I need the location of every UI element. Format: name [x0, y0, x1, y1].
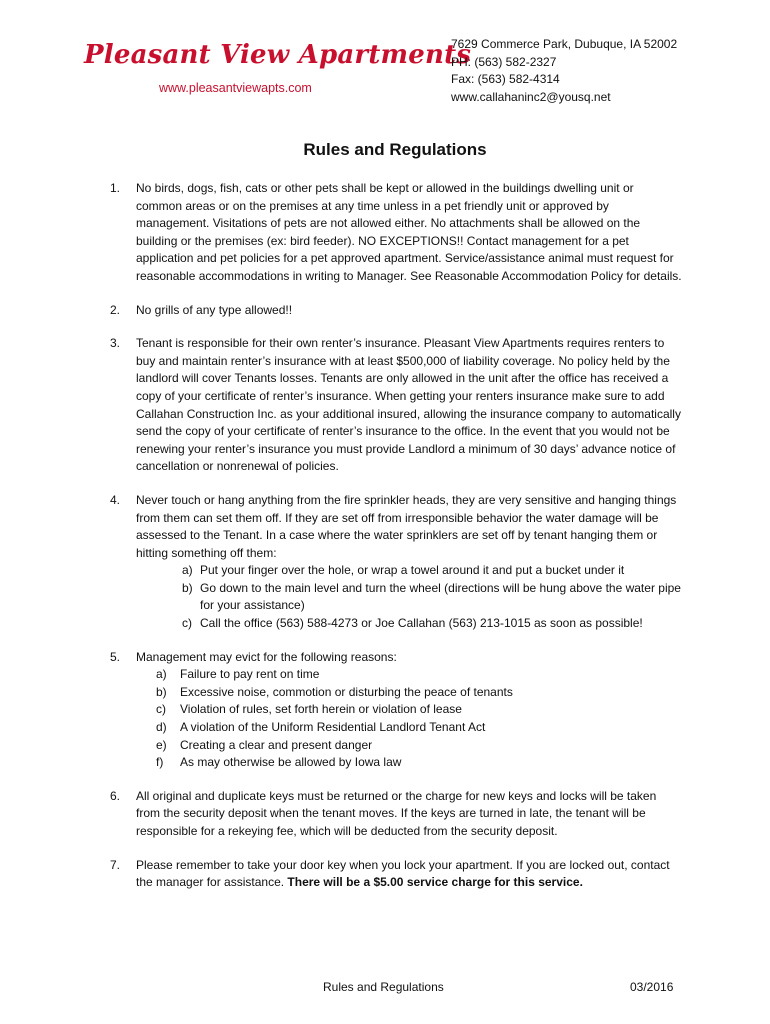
item-text: Violation of rules, set forth herein or violation of lease [180, 702, 462, 717]
footer-title: Rules and Regulations [323, 980, 444, 994]
rule-text: Never touch or hang anything from the fire sprinkler heads, they are very sensitive and hanging things from them can set them off. If they are set off from irresponsible behavior the water damage will be assessed to the Tenant. In a case where the water sprinklers are set off by tenant hanging them or hitting something off them: [136, 492, 677, 560]
rule-1 [110, 180, 682, 286]
list-item [156, 754, 682, 772]
item-label: f) [156, 755, 164, 770]
email[interactable]: www.callahaninc2@yousq.net [451, 89, 611, 104]
rule-number: 2. [110, 302, 121, 317]
item-text: A violation of the Uniform Residential Landlord Tenant Act [180, 720, 486, 735]
rule-2 [110, 302, 682, 320]
item-label: a) [156, 667, 167, 682]
website-link[interactable]: www.pleasantviewapts.com [159, 81, 312, 95]
item-label: c) [182, 616, 192, 631]
rule-number: 1. [110, 181, 121, 195]
rule-text: All original and duplicate keys must be returned or the charge for new keys and locks will be taken from the security deposit when the tenant moves. If the keys are turned in late, the tenant will be responsible for a rekeying fee, which will be deducted from the security deposit. [136, 788, 657, 838]
contact-block [451, 36, 677, 106]
sprinkler-steps [136, 562, 682, 632]
item-text: Call the office (563) 588-4273 or Joe Callahan (563) 213-1015 as soon as possible! [200, 616, 643, 631]
item-label: b) [156, 684, 167, 699]
item-text: As may otherwise be allowed by Iowa law [180, 755, 402, 770]
list-item [156, 719, 682, 737]
list-item [182, 562, 682, 580]
rule-7 [110, 857, 682, 892]
rule-number: 3. [110, 336, 121, 351]
rule-5 [110, 649, 682, 772]
item-label: e) [156, 737, 167, 752]
fax: Fax: (563) 582-4314 [451, 72, 560, 86]
phone: PH: (563) 582-2327 [451, 54, 557, 69]
rule-text: No birds, dogs, fish, cats or other pets shall be kept or allowed in the buildings dwelling unit or common areas or on the premises at any time unless in a pet friendly unit or approved by management. Visitations of pets are not allowed either. No attachments shall be allowed on the building or the premises (ex: bird feeder). NO EXCEPTIONS!! Contact management for a pet application and pet policies for a pet approved apartment. Service/assistance animal must request for reasonable accommodations in writing to Manager. See Reasonable Accommodation Policy for details. [136, 181, 682, 283]
list-item [156, 737, 682, 755]
list-item [156, 684, 682, 702]
rules-list [110, 180, 682, 908]
rule-text: No grills of any type allowed!! [136, 302, 293, 317]
page-title: Rules and Regulations [303, 140, 487, 159]
item-text: Creating a clear and present danger [180, 737, 373, 752]
rule-number: 7. [110, 857, 121, 872]
rule-plain-text: Please remember to take your door key when you lock your apartment. If you are locked out, contact the manager for assistance. [136, 857, 670, 890]
item-text: Failure to pay rent on time [180, 667, 320, 682]
list-item [182, 615, 682, 633]
eviction-reasons [136, 666, 682, 772]
item-text: Go down to the main level and turn the wheel (directions will be hung above the water pipe for your assistance) [200, 580, 681, 613]
list-item [156, 701, 682, 719]
list-item [182, 580, 682, 615]
rule-number: 4. [110, 492, 121, 507]
brand-name: Pleasant View Apartments [84, 40, 472, 70]
rule-number: 5. [110, 649, 121, 664]
footer-date: 03/2016 [630, 980, 674, 994]
rule-number: 6. [110, 788, 121, 803]
item-text: Put your finger over the hole, or wrap a towel around it and put a bucket under it [200, 563, 625, 578]
item-label: b) [182, 580, 193, 595]
rule-text: Tenant is responsible for their own renter’s insurance. Pleasant View Apartments requires renters to buy and maintain renter’s insurance with at least $500,000 of liability coverage. No policy held by the landlord will cover Tenants losses. Tenants are only allowed in the unit after the office has received a copy of your certificate of renter’s insurance. When getting your renters insurance make sure to add Callahan Construction Inc. as your additional insured, allowing the insurance company to automatically send the copy of your certificate of renter’s insurance to the office. In the event that you would not be renewing your renter’s insurance you must provide Landlord a minimum of 30 days’ advance notice of cancellation or nonrenewal of policies. [136, 336, 681, 474]
item-label: a) [182, 563, 193, 578]
service-charge-notice: There will be a $5.00 service charge for this service. [287, 875, 583, 890]
rule-4 [110, 492, 682, 633]
rule-text [136, 857, 682, 892]
rule-3 [110, 335, 682, 476]
address: 7629 Commerce Park, Dubuque, IA 52002 [451, 37, 678, 51]
item-label: c) [156, 702, 166, 717]
item-label: d) [156, 720, 167, 735]
rule-text: Management may evict for the following reasons: [136, 649, 397, 664]
rule-6 [110, 788, 682, 841]
list-item [156, 666, 682, 684]
item-text: Excessive noise, commotion or disturbing the peace of tenants [180, 684, 513, 699]
